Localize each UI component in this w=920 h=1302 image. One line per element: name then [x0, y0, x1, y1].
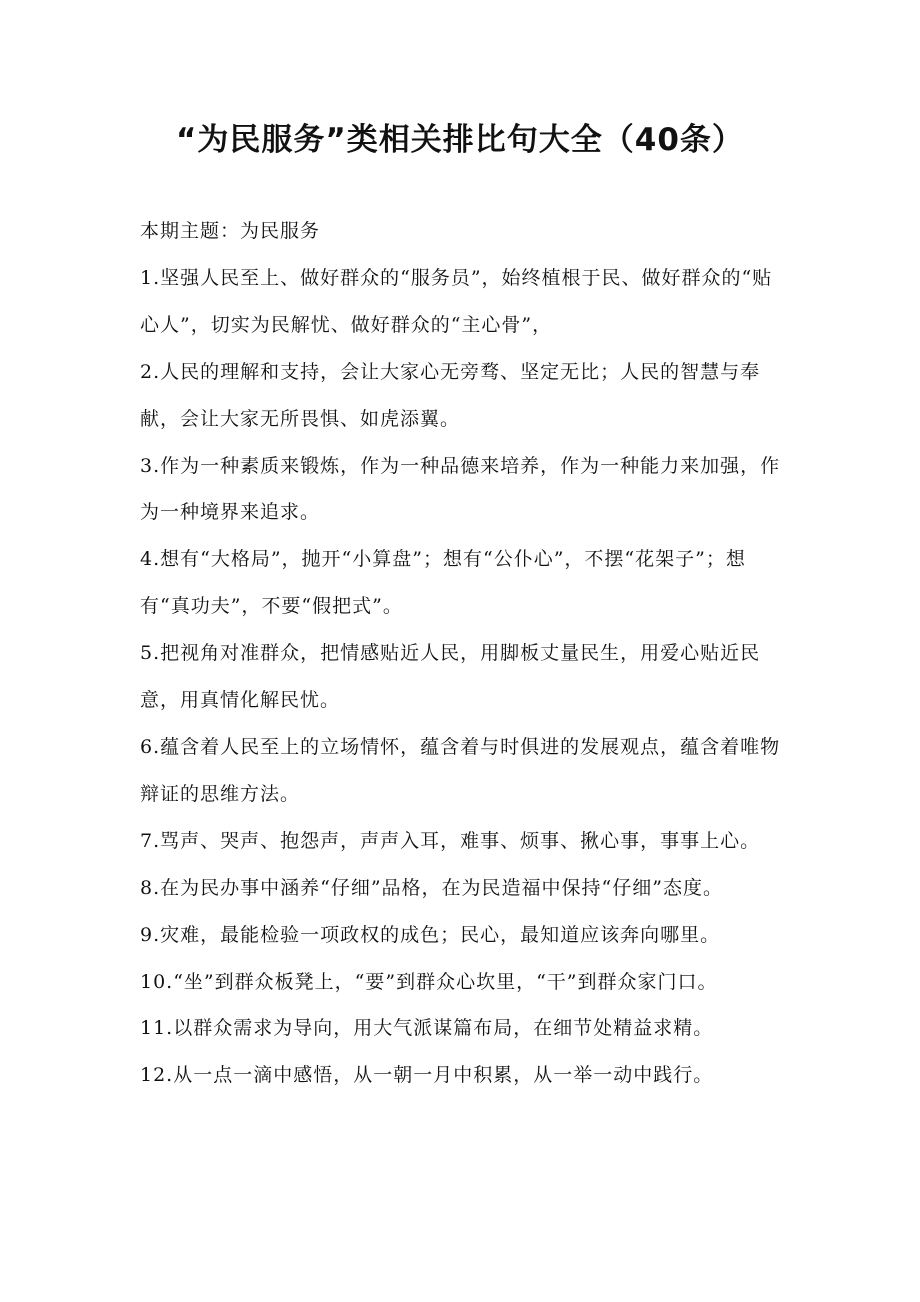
list-item: 7.骂声、哭声、抱怨声，声声入耳，难事、烦事、揪心事，事事上心。: [140, 829, 761, 852]
list-item: 5.把视角对准群众，把情感贴近人民，用脚板丈量民生，用爱心贴近民意，用真情化解民忧。: [140, 642, 761, 712]
list-item: 4.想有“大格局”，抛开“小算盘”；想有“公仆心”，不摆“花架子”；想有“真功夫”，不要“假把式”。: [140, 548, 746, 618]
list-item: 11.以群众需求为导向，用大气派谋篇布局，在细节处精益求精。: [140, 1017, 714, 1040]
list-item: 12.从一点一滴中感悟，从一朝一月中积累，从一举一动中践行。: [140, 1064, 714, 1087]
list-item: 3.作为一种素质来锻炼，作为一种品德来培养，作为一种能力来加强，作为一种境界来追求。: [140, 454, 781, 524]
list-item: 8.在为民办事中涵养“仔细”品格，在为民造福中保持“仔细”态度。: [140, 876, 723, 899]
list-item: 1.坚强人民至上、做好群众的“服务员”，始终植根于民、做好群众的“贴心人”，切实为民解忧、做好群众的“主心骨”，: [140, 266, 773, 336]
list-item: 6.蕴含着人民至上的立场情怀，蕴含着与时俱进的发展观点，蕴含着唯物辩证的思维方法。: [140, 735, 781, 805]
list-item: 10.“坐”到群众板凳上，“要”到群众心坎里，“干”到群众家门口。: [140, 970, 718, 993]
list-item: 9.灾难，最能检验一项政权的成色；民心，最知道应该奔向哪里。: [140, 923, 721, 946]
list-item: 2.人民的理解和支持，会让大家心无旁骛、坚定无比；人民的智慧与奉献，会让大家无所畏惧、如虎添翼。: [140, 360, 761, 430]
document-title: “为民服务”类相关排比句大全（40条）: [176, 122, 744, 158]
topic-line: 本期主题：为民服务: [140, 220, 321, 242]
document-body: [140, 208, 785, 1099]
